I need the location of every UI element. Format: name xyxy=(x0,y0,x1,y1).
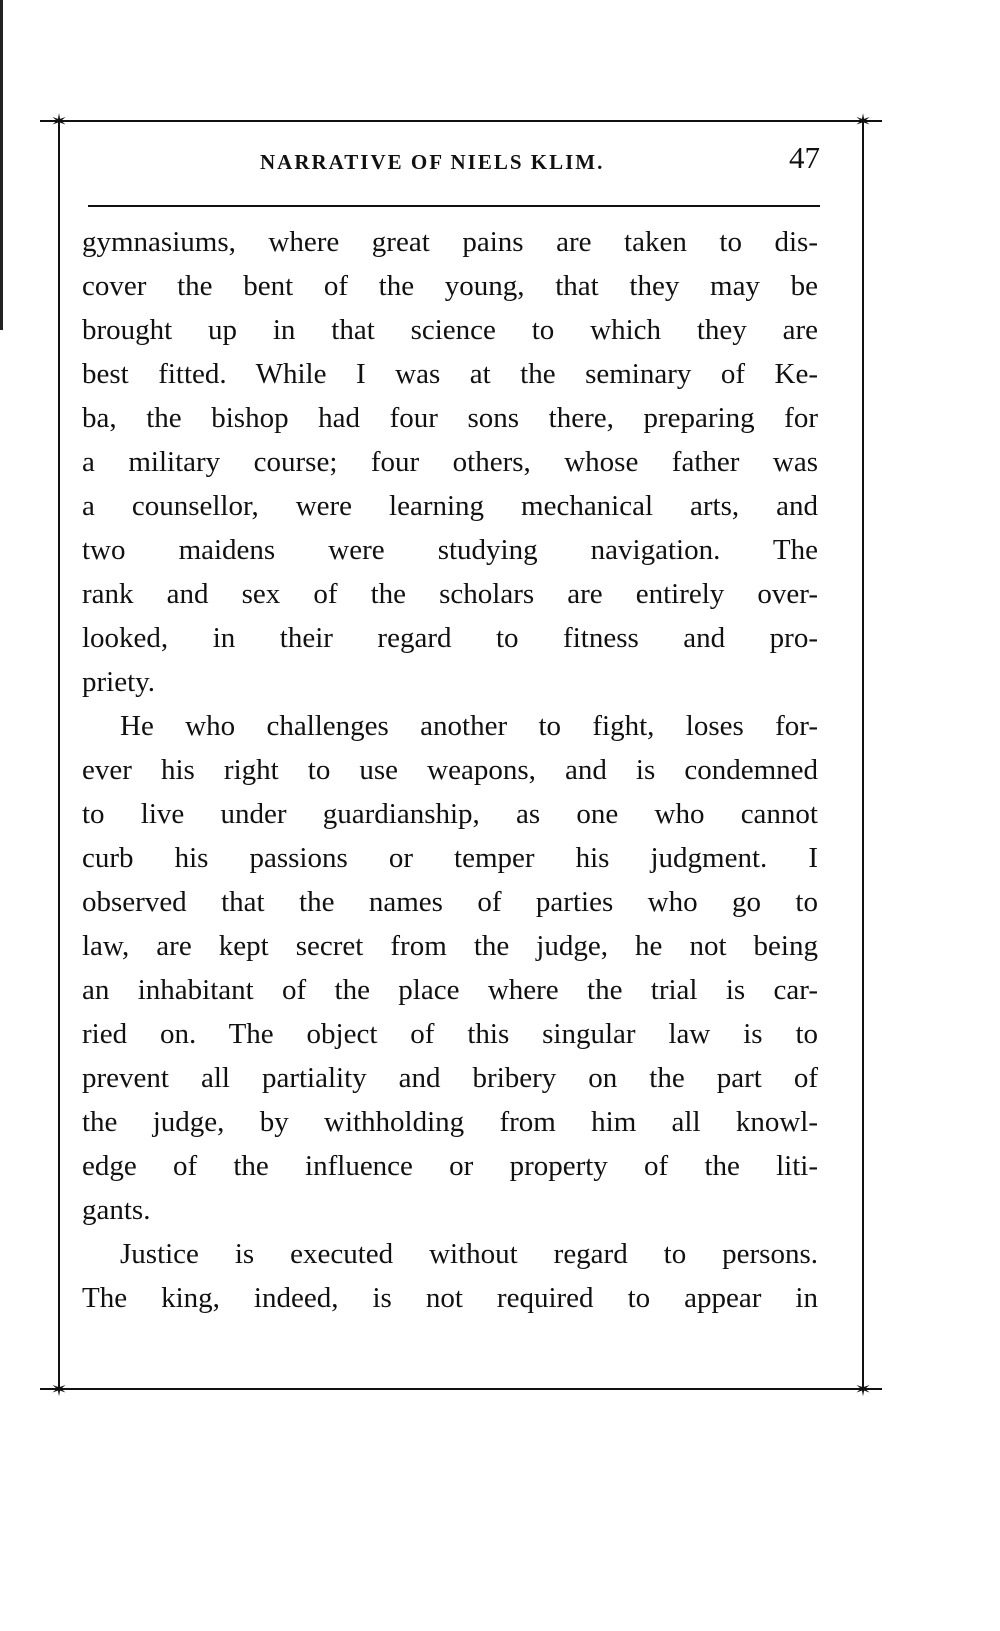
border-rule-right xyxy=(862,122,864,1388)
text-line: ried on. The object of this singular law is to xyxy=(82,1018,818,1050)
text-line: rank and sex of the scholars are entirely over- xyxy=(82,578,818,610)
text-line: prevent all partiality and bribery on the part of xyxy=(82,1062,818,1094)
header-rule xyxy=(88,205,820,207)
running-head: NARRATIVE OF NIELS KLIM. xyxy=(260,150,605,174)
text-line: law, are kept secret from the judge, he not being xyxy=(82,930,818,962)
text-line: a counsellor, were learning mechanical arts, and xyxy=(82,490,818,522)
text-line: ba, the bishop had four sons there, preparing for xyxy=(82,402,818,434)
text-line: a military course; four others, whose father was xyxy=(82,446,818,478)
text-line: ever his right to use weapons, and is condemned xyxy=(82,754,818,786)
text-line: looked, in their regard to fitness and pro- xyxy=(82,622,818,654)
text-line: the judge, by withholding from him all knowl- xyxy=(82,1106,818,1138)
corner-ornament-icon: ✶ xyxy=(854,109,872,133)
corner-ornament-icon: ✶ xyxy=(854,1377,872,1401)
text-line: edge of the influence or property of the liti- xyxy=(82,1150,818,1182)
body-text xyxy=(82,220,818,1320)
text-line: Justice is executed without regard to persons. xyxy=(120,1238,818,1270)
text-line: He who challenges another to fight, loses for- xyxy=(120,710,818,742)
border-rule-top xyxy=(40,120,882,122)
text-line: an inhabitant of the place where the trial is car- xyxy=(82,974,818,1006)
text-line: gymnasiums, where great pains are taken to dis- xyxy=(82,226,818,258)
text-line: cover the bent of the young, that they may be xyxy=(82,270,818,302)
corner-ornament-icon: ✶ xyxy=(50,109,68,133)
corner-ornament-icon: ✶ xyxy=(50,1377,68,1401)
border-rule-left xyxy=(58,122,60,1388)
text-line: observed that the names of parties who go to xyxy=(82,886,818,918)
border-rule-bottom xyxy=(40,1388,882,1390)
text-line: two maidens were studying navigation. The xyxy=(82,534,818,566)
page-number: 47 xyxy=(789,140,820,175)
text-line: best fitted. While I was at the seminary of Ke- xyxy=(82,358,818,390)
text-line: curb his passions or temper his judgment. I xyxy=(82,842,818,874)
text-line: The king, indeed, is not required to appear in xyxy=(82,1282,818,1314)
text-line: to live under guardianship, as one who cannot xyxy=(82,798,818,830)
scan-edge xyxy=(0,0,3,330)
text-line: gants. xyxy=(82,1194,151,1226)
text-line: priety. xyxy=(82,666,156,698)
text-line: brought up in that science to which they are xyxy=(82,314,818,346)
